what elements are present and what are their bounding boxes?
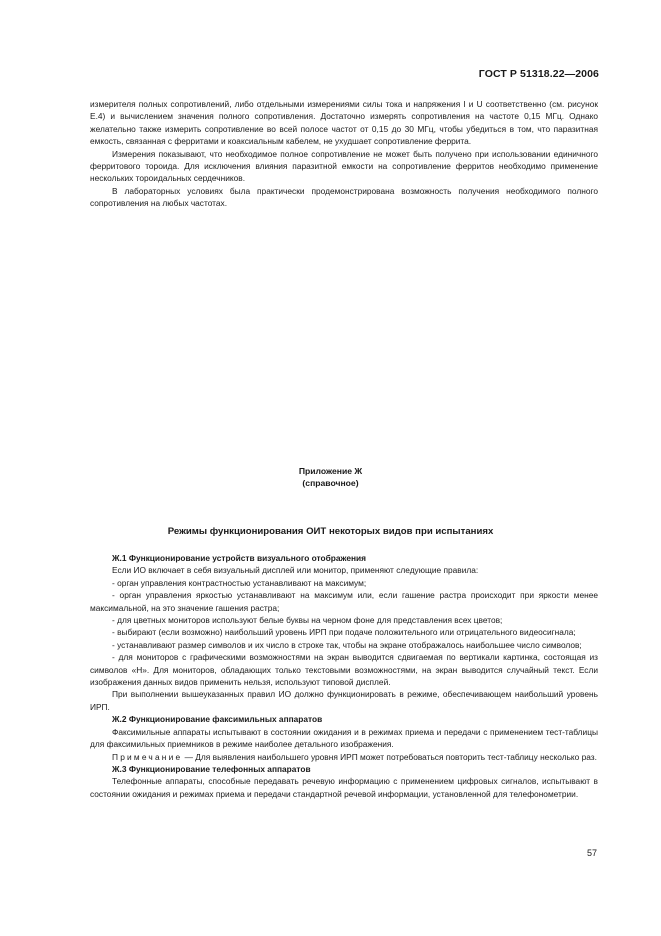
section-text-fax: Факсимильные аппараты испытывают в состоянии ожидания и в режимах приема и передачи с применением тест-таблицы для факсимильных приемников в режиме наиболее детального изображения. xyxy=(90,726,598,750)
list-item: - орган управления яркостью устанавливают на максимум или, если гашение растра происходит при яркости менее максимальной, на это значение гашения растра; xyxy=(90,590,598,613)
section-text-telephone: Телефонные аппараты, способные передавать речевую информацию с применением цифровых сигналов, испытывают в состоянии ожидания и режимах приема и передачи стандартной речевой информации, установленной для телефонометрии. xyxy=(90,776,598,799)
top-section xyxy=(90,98,598,210)
note-paragraph xyxy=(90,751,598,763)
paragraph-lab-conditions: В лабораторных условиях была практически продемонстрирована возможность получения необходимого полного сопротивления на любых частотах. xyxy=(90,185,598,209)
page-number: 57 xyxy=(586,848,597,858)
annex-label: Приложение Ж xyxy=(298,466,363,476)
annex-heading xyxy=(0,465,661,489)
section-heading-telephone: Ж.3 Функционирование телефонных аппаратов xyxy=(112,763,311,774)
paragraph-impedance-measurement: измерителя полных сопротивлений, либо отдельными измерениями силы тока и напряжения I и U соответственно (см. рисунок Е.4) и вычислением значения полного сопротивления. Достаточно измерять сопротивления на частоте 0,15 МГц. Однако желательно также измерить сопротивление во всей полосе частот от 0,15 до 30 МГц, чтобы убедиться в том, что паразитная емкость, связанная с ферритами и коаксиальным кабелем, не ухудшает сопротивление феррита. xyxy=(90,99,598,147)
section-heading-fax: Ж.2 Функционирование факсимильных аппаратов xyxy=(112,714,323,725)
list-item: - для цветных мониторов используют белые буквы на черном фоне для представления всех цветов; xyxy=(112,615,503,626)
note-text: — Для выявления наибольшего уровня ИРП может потребоваться повторить тест-таблицу несколько раз. xyxy=(182,751,597,762)
section-intro: Если ИО включает в себя визуальный дисплей или монитор, применяют следующие правила: xyxy=(112,565,479,576)
list-item: - орган управления контрастностью устанавливают на максимум; xyxy=(112,577,367,588)
annex-title: Режимы функционирования ОИТ некоторых видов при испытаниях xyxy=(167,526,494,537)
list-item: - для мониторов с графическими возможностями на экран выводится сдвигаемая по вертикали картинка, состоящая из символов «Н». Для мониторов, обладающих только текстовыми возможностями, на экран выводится случайный текст. Если изображения данных видов применить нельзя, используют типовой дисплей. xyxy=(90,652,598,688)
list-item: - устанавливают размер символов и их число в строке так, чтобы на экране отображалось наибольшее число символов; xyxy=(112,639,582,650)
annex-body xyxy=(90,552,598,800)
annex-type: (справочное) xyxy=(302,478,359,488)
document-header: ГОСТ Р 51318.22—2006 xyxy=(478,68,599,80)
section-closing: При выполнении вышеуказанных правил ИО должно функционировать в режиме, обеспечивающем наибольший уровень ИРП. xyxy=(90,689,598,712)
paragraph-measurement-results: Измерения показывают, что необходимое полное сопротивление не может быть получено при использовании единичного ферритового тороида. Для исключения влияния паразитной емкости на сопротивление ферритов необходимо применение нескольких тороидальных сердечников. xyxy=(90,148,598,184)
section-heading-visual-display: Ж.1 Функционирование устройств визуального отображения xyxy=(112,553,367,563)
note-label: Примечание xyxy=(112,751,183,762)
list-item: - выбирают (если возможно) наибольший уровень ИРП при подаче положительного или отрицательного видеосигнала; xyxy=(112,627,576,638)
